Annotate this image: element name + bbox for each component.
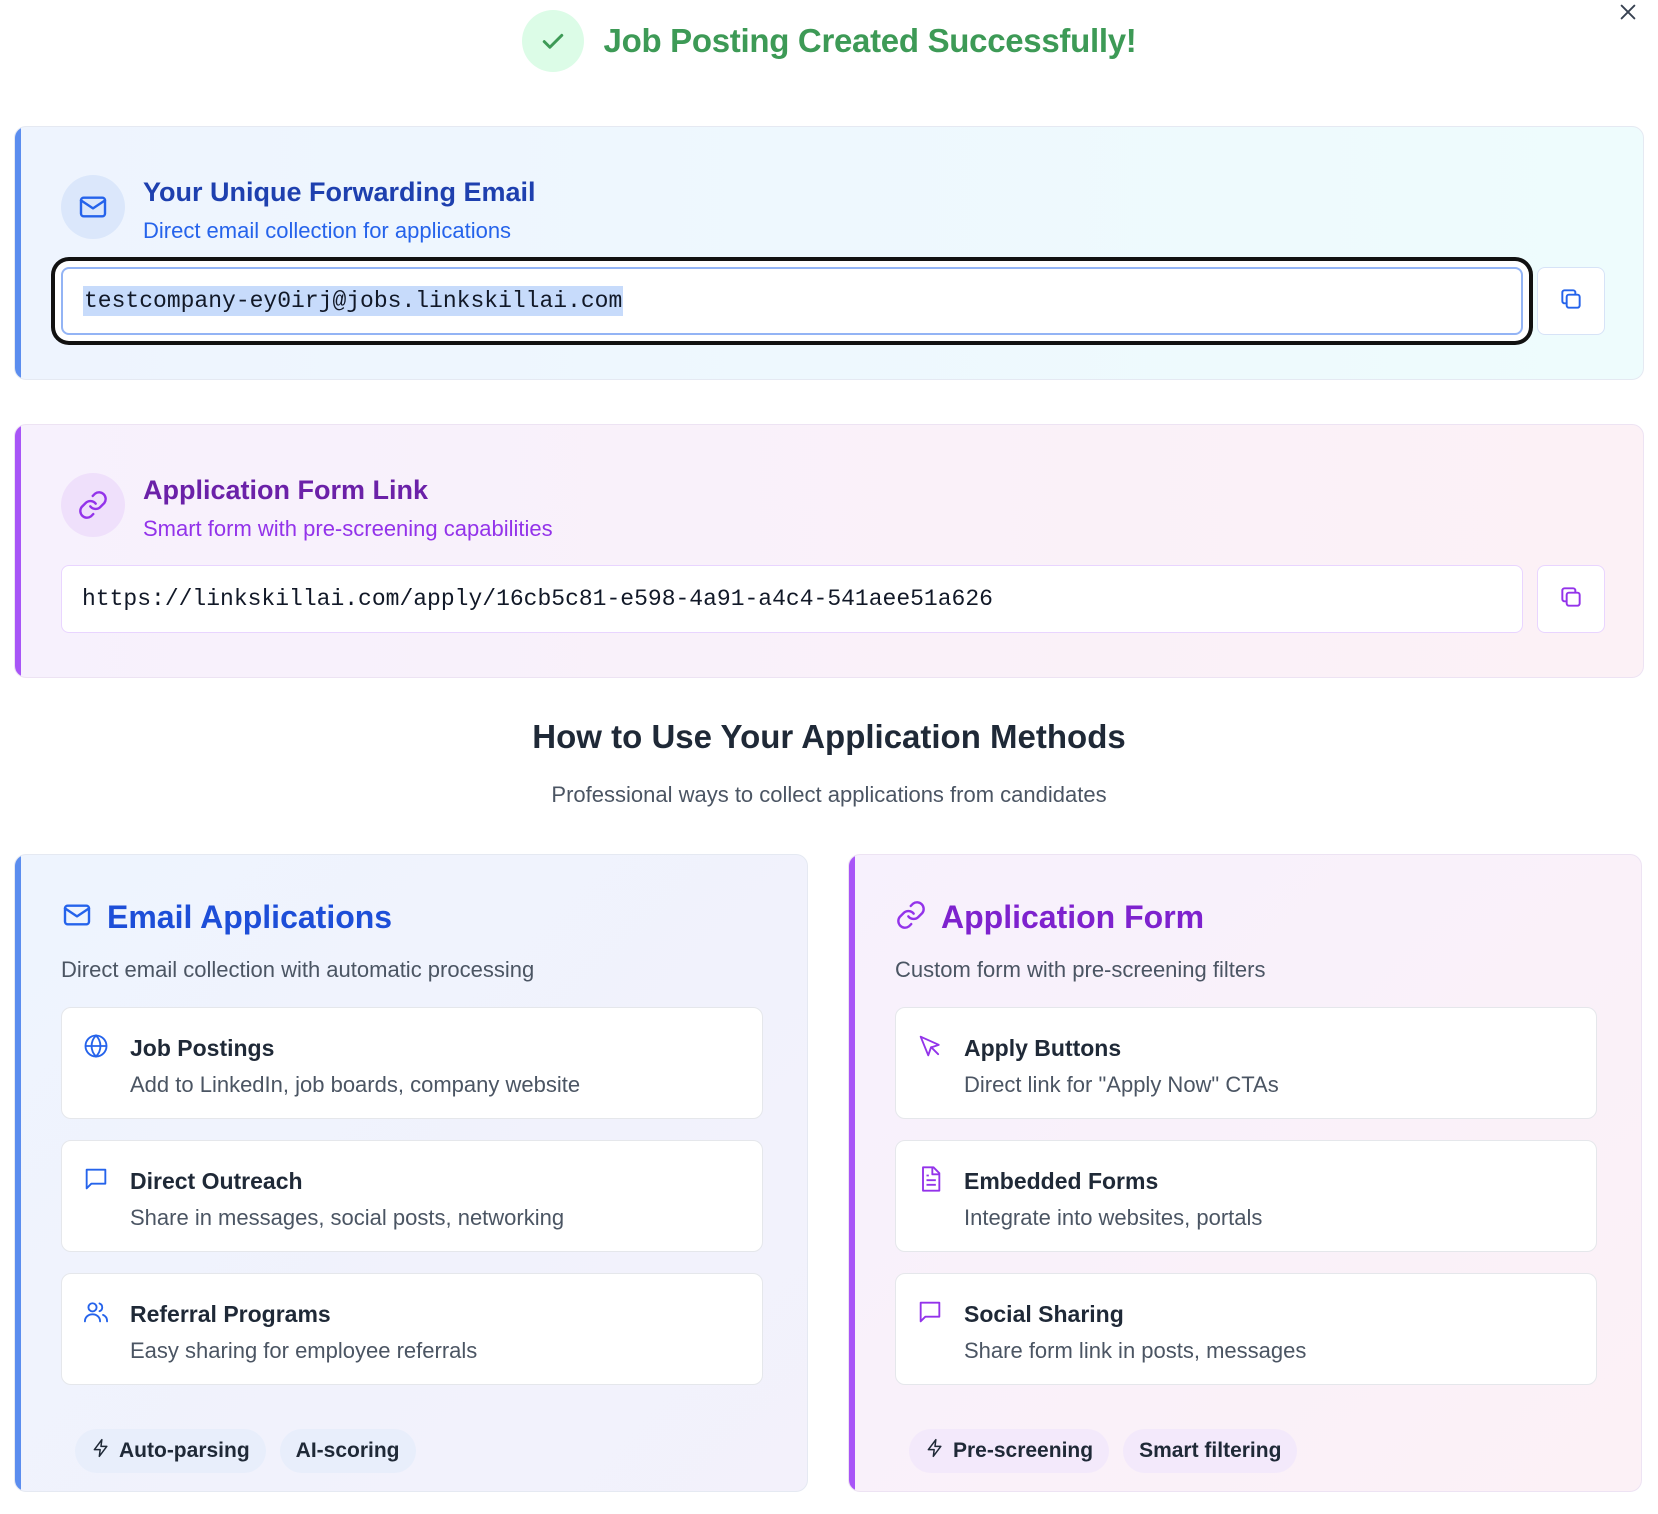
link-value: https://linkskillai.com/apply/16cb5c81-e598-4a91-a4c4-541aee51a626	[82, 586, 993, 612]
application-form-link-card	[14, 424, 1644, 678]
item-title: Apply Buttons	[964, 1035, 1122, 1061]
item-title: Job Postings	[130, 1035, 275, 1061]
item-description: Share in messages, social posts, networking	[130, 1205, 565, 1230]
item-title: Referral Programs	[130, 1301, 331, 1327]
mail-icon	[61, 175, 125, 239]
item-description: Add to LinkedIn, job boards, company website	[130, 1072, 581, 1097]
copy-email-button[interactable]	[1537, 267, 1605, 335]
card-title: Your Unique Forwarding Email	[143, 177, 536, 207]
feature-badge	[1123, 1429, 1297, 1473]
success-header	[0, 10, 1658, 72]
globe-icon	[82, 1032, 110, 1060]
email-value: testcompany-ey0irj@jobs.linkskillai.com	[84, 288, 623, 314]
card-accent-bar	[15, 425, 21, 677]
forwarding-email-card	[14, 126, 1644, 380]
lightning-icon	[91, 1438, 111, 1464]
item-title: Social Sharing	[964, 1301, 1124, 1327]
email-applications-card	[14, 854, 808, 1492]
card-accent-bar	[15, 855, 21, 1491]
users-icon	[82, 1298, 110, 1326]
badge-label: AI-scoring	[295, 1439, 400, 1462]
list-item	[895, 1140, 1597, 1252]
application-form-card	[848, 854, 1642, 1492]
list-item	[895, 1273, 1597, 1385]
lightning-icon	[925, 1438, 945, 1464]
application-link-field[interactable]	[61, 565, 1523, 633]
card-title: Application Form Link	[143, 475, 429, 505]
method-title: Application Form	[941, 899, 1205, 935]
badge-label: Pre-screening	[953, 1439, 1094, 1462]
item-title: Embedded Forms	[964, 1168, 1159, 1194]
cursor-icon	[916, 1032, 944, 1060]
card-accent-bar	[15, 127, 21, 379]
message-icon	[916, 1298, 944, 1326]
link-icon	[895, 899, 927, 936]
item-title: Direct Outreach	[130, 1168, 303, 1194]
success-title: Job Posting Created Successfully!	[603, 22, 1137, 59]
forwarding-email-field[interactable]	[61, 267, 1523, 335]
document-icon	[916, 1165, 944, 1193]
badge-label: Auto-parsing	[119, 1439, 250, 1462]
badge-label: Smart filtering	[1139, 1439, 1282, 1462]
method-description: Direct email collection with automatic processing	[61, 957, 535, 982]
item-description: Share form link in posts, messages	[964, 1338, 1307, 1363]
feature-badge	[280, 1429, 416, 1473]
list-item	[61, 1273, 763, 1385]
list-item	[61, 1140, 763, 1252]
section-title: How to Use Your Application Methods	[532, 718, 1126, 755]
card-accent-bar	[849, 855, 855, 1491]
section-subtitle: Professional ways to collect applications from candidates	[551, 782, 1107, 807]
check-icon	[522, 10, 584, 72]
copy-icon	[1558, 286, 1584, 317]
link-icon	[61, 473, 125, 537]
method-title: Email Applications	[107, 899, 393, 935]
copy-icon	[1558, 584, 1584, 615]
item-description: Direct link for "Apply Now" CTAs	[964, 1072, 1279, 1097]
item-description: Easy sharing for employee referrals	[130, 1338, 478, 1363]
card-subtitle: Smart form with pre-screening capabilities	[143, 516, 553, 541]
card-subtitle: Direct email collection for applications	[143, 218, 512, 243]
method-description: Custom form with pre-screening filters	[895, 957, 1266, 982]
item-description: Integrate into websites, portals	[964, 1205, 1263, 1230]
feature-badge	[909, 1429, 1109, 1473]
message-icon	[82, 1165, 110, 1193]
list-item	[895, 1007, 1597, 1119]
list-item	[61, 1007, 763, 1119]
mail-icon	[61, 899, 93, 936]
copy-link-button[interactable]	[1537, 565, 1605, 633]
feature-badge	[75, 1429, 266, 1473]
